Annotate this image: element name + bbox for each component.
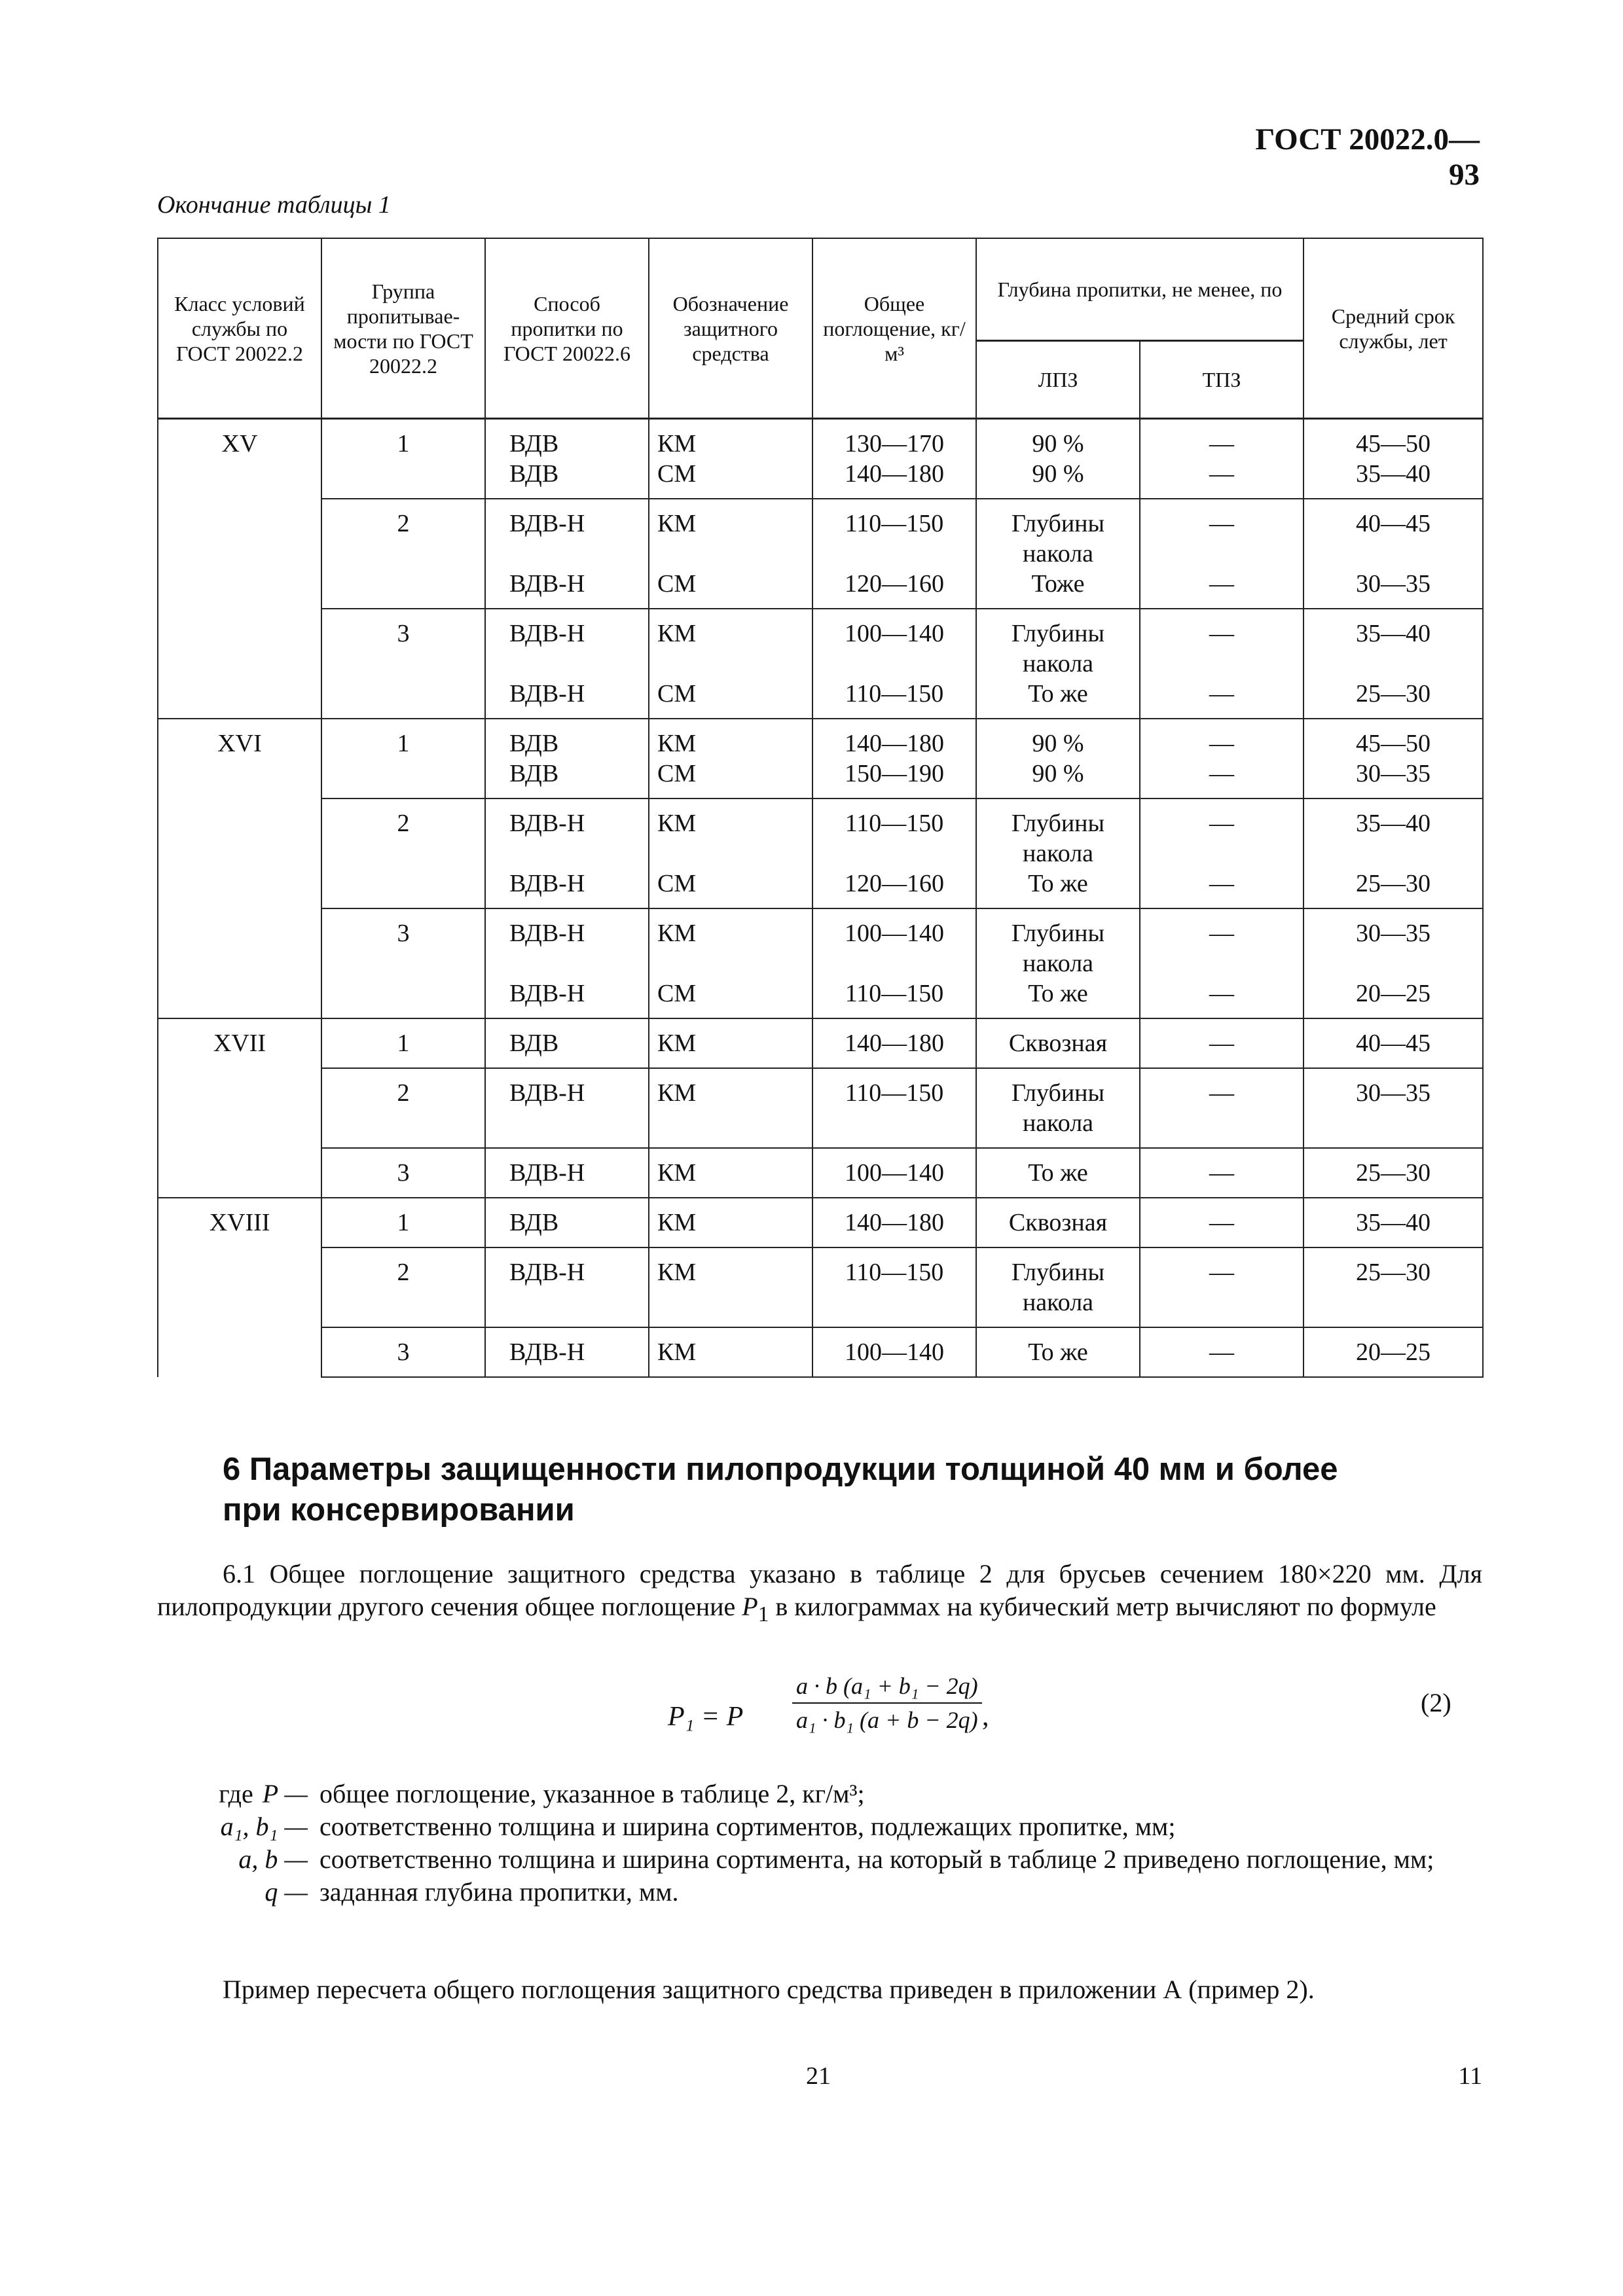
cell-absorption <box>812 1148 976 1198</box>
cell-life <box>1304 1198 1483 1247</box>
cell-absorption <box>812 1018 976 1068</box>
cell-line: — <box>1209 1030 1234 1057</box>
cell-line: Глубины накола <box>1011 1259 1105 1316</box>
cell-line: 90 % <box>1032 430 1084 457</box>
where-description: заданная глубина пропитки, мм. <box>319 1877 679 1907</box>
cell-life <box>1304 1327 1483 1377</box>
cell-agent <box>649 719 812 798</box>
cell-line: 30—35 <box>1356 1079 1431 1107</box>
cell-line: ВДВ <box>509 460 559 488</box>
cell-group: 2 <box>321 1247 485 1327</box>
cell-lpz <box>976 499 1140 609</box>
where-symbol <box>196 1843 319 1876</box>
cell-method <box>485 1068 649 1148</box>
cell-tpz <box>1140 1198 1304 1247</box>
cell-line: Тоже <box>1031 570 1085 598</box>
cell-tpz <box>1140 1018 1304 1068</box>
formula-comma: , <box>982 1702 989 1732</box>
table-row <box>158 1247 1483 1327</box>
cell-line: 100—140 <box>845 1338 944 1366</box>
col-method: Способ пропитки по ГОСТ 20022.6 <box>485 238 649 419</box>
cell-line: 110—150 <box>845 810 944 837</box>
cell-absorption <box>812 1247 976 1327</box>
table-row <box>158 908 1483 1018</box>
cell-line: 30—35 <box>1356 760 1431 787</box>
cell-line: КМ <box>657 920 697 947</box>
cell-line: СМ <box>657 680 697 708</box>
cell-agent <box>649 419 812 499</box>
cell-line: — <box>1209 1338 1234 1366</box>
cell-life <box>1304 1068 1483 1148</box>
cell-line: — <box>1209 870 1234 897</box>
cell-line: 45—50 <box>1356 430 1431 457</box>
cell-line: КМ <box>657 430 697 457</box>
cell-line: 120—160 <box>845 870 944 897</box>
paragraph-6-1 <box>157 1558 1482 1631</box>
cell-line: СМ <box>657 870 697 897</box>
cell-line: ВДВ <box>509 430 559 457</box>
cell-line: — <box>1209 510 1234 537</box>
cell-line: 140—180 <box>845 460 944 488</box>
cell-line: ВДВ-Н <box>509 1159 585 1187</box>
cell-line: 35—40 <box>1356 810 1431 837</box>
cell-line: 140—180 <box>845 1030 944 1057</box>
cell-class: XVIII <box>158 1198 321 1377</box>
cell-line: КМ <box>657 1030 697 1057</box>
cell-line: КМ <box>657 620 697 647</box>
paragraph-example: Пример пересчета общего поглощения защитного средства приведен в приложении А (пример 2). <box>223 1975 1315 2004</box>
cell-life <box>1304 1018 1483 1068</box>
where-item <box>196 1778 1482 1810</box>
cell-line: Глубины накола <box>1011 920 1105 977</box>
table-row <box>158 1018 1483 1068</box>
cell-line: ВДВ <box>509 760 559 787</box>
cell-line: КМ <box>657 1338 697 1366</box>
where-symbol <box>196 1778 319 1810</box>
cell-group: 3 <box>321 1327 485 1377</box>
cell-line: ВДВ-Н <box>509 870 585 897</box>
cell-life <box>1304 609 1483 719</box>
cell-group: 3 <box>321 908 485 1018</box>
cell-lpz <box>976 798 1140 908</box>
cell-lpz <box>976 1018 1140 1068</box>
cell-line: ВДВ-Н <box>509 570 585 598</box>
cell-line: СМ <box>657 460 697 488</box>
cell-tpz <box>1140 609 1304 719</box>
cell-line: — <box>1209 430 1234 457</box>
table-row <box>158 1148 1483 1198</box>
col-class: Класс условий службы по ГОСТ 20022.2 <box>158 238 321 419</box>
cell-line: 35—40 <box>1356 1209 1431 1236</box>
cell-absorption <box>812 609 976 719</box>
cell-absorption <box>812 499 976 609</box>
cell-line: 25—30 <box>1356 1159 1431 1187</box>
cell-method <box>485 609 649 719</box>
cell-life <box>1304 419 1483 499</box>
cell-tpz <box>1140 1068 1304 1148</box>
cell-agent <box>649 1068 812 1148</box>
cell-line: ВДВ-Н <box>509 620 585 647</box>
p1-text-a: 6.1 Общее поглощение защитного средства указано в таблице 2 для брусьев сечением 180×220 мм. Для пилопродукции другого сечения общее поглощение <box>157 1559 1482 1621</box>
cell-lpz <box>976 419 1140 499</box>
cell-agent <box>649 499 812 609</box>
cell-tpz <box>1140 419 1304 499</box>
cell-line: ВДВ-Н <box>509 680 585 708</box>
cell-line: — <box>1209 680 1234 708</box>
cell-line: 90 % <box>1032 730 1084 757</box>
cell-group: 2 <box>321 499 485 609</box>
cell-lpz <box>976 1327 1140 1377</box>
cell-line: 140—180 <box>845 730 944 757</box>
table-row <box>158 609 1483 719</box>
cell-tpz <box>1140 499 1304 609</box>
cell-group: 2 <box>321 798 485 908</box>
cell-line: — <box>1209 1259 1234 1286</box>
cell-line: 25—30 <box>1356 680 1431 708</box>
cell-line: ВДВ <box>509 1209 559 1236</box>
cell-tpz <box>1140 1148 1304 1198</box>
cell-line: Глубины накола <box>1011 810 1105 867</box>
where-item <box>196 1810 1482 1843</box>
cell-line: КМ <box>657 810 697 837</box>
col-group: Группа пропитывае-мости по ГОСТ 20022.2 <box>321 238 485 419</box>
col-depth: Глубина пропитки, не менее, по <box>976 238 1304 341</box>
col-lpz: ЛПЗ <box>976 341 1140 419</box>
cell-method <box>485 419 649 499</box>
cell-line: 35—40 <box>1356 460 1431 488</box>
cell-method <box>485 1148 649 1198</box>
cell-life <box>1304 908 1483 1018</box>
table-row <box>158 499 1483 609</box>
cell-lpz <box>976 719 1140 798</box>
cell-absorption <box>812 1198 976 1247</box>
where-word: где <box>219 1779 253 1808</box>
cell-agent <box>649 908 812 1018</box>
cell-tpz <box>1140 908 1304 1018</box>
cell-absorption <box>812 719 976 798</box>
cell-line: То же <box>1028 1159 1088 1187</box>
cell-life <box>1304 798 1483 908</box>
where-description: соответственно толщина и ширина сортиментов, подлежащих пропитке, мм; <box>319 1812 1176 1841</box>
cell-line: 100—140 <box>845 920 944 947</box>
cell-line: 45—50 <box>1356 730 1431 757</box>
cell-line: СМ <box>657 760 697 787</box>
where-symbol <box>196 1876 319 1909</box>
cell-line: КМ <box>657 510 697 537</box>
col-agent: Обозначение защитного средства <box>649 238 812 419</box>
cell-line: 110—150 <box>845 510 944 537</box>
cell-class: XV <box>158 419 321 719</box>
cell-method <box>485 499 649 609</box>
cell-line: 120—160 <box>845 570 944 598</box>
cell-line: — <box>1209 760 1234 787</box>
cell-class: XVI <box>158 719 321 1018</box>
cell-line: ВДВ-Н <box>509 510 585 537</box>
cell-line: ВДВ <box>509 730 559 757</box>
cell-line: — <box>1209 920 1234 947</box>
cell-line: 110—150 <box>845 680 944 708</box>
col-absorption: Общее поглощение, кг/м³ <box>812 238 976 419</box>
cell-line: — <box>1209 980 1234 1007</box>
where-symbol-text: q — <box>264 1877 308 1907</box>
table-row <box>158 1327 1483 1377</box>
cell-lpz <box>976 1068 1140 1148</box>
cell-absorption <box>812 908 976 1018</box>
cell-line: ВДВ-Н <box>509 980 585 1007</box>
cell-line: 130—170 <box>845 430 944 457</box>
cell-line: 100—140 <box>845 1159 944 1187</box>
cell-line: — <box>1209 810 1234 837</box>
cell-agent <box>649 609 812 719</box>
cell-line: 110—150 <box>845 980 944 1007</box>
p1-text-b: в килограммах на кубический метр вычисляют по формуле <box>769 1592 1436 1621</box>
cell-line: КМ <box>657 1079 697 1107</box>
table-row <box>158 719 1483 798</box>
cell-line: То же <box>1028 870 1088 897</box>
cell-lpz <box>976 609 1140 719</box>
formula-lhs: P₁ = P <box>668 1702 744 1732</box>
table-row <box>158 1068 1483 1148</box>
cell-line: ВДВ-Н <box>509 1338 585 1366</box>
col-tpz: ТПЗ <box>1140 341 1304 419</box>
cell-line: ВДВ <box>509 1030 559 1057</box>
cell-method <box>485 1018 649 1068</box>
table-caption: Окончание таблицы 1 <box>157 191 391 219</box>
cell-line: 25—30 <box>1356 870 1431 897</box>
where-description: соответственно толщина и ширина сортимента, на который в таблице 2 приведено поглощение, мм; <box>319 1844 1434 1874</box>
cell-tpz <box>1140 1247 1304 1327</box>
cell-life <box>1304 499 1483 609</box>
col-life: Средний срок службы, лет <box>1304 238 1483 419</box>
cell-line: КМ <box>657 1259 697 1286</box>
cell-agent <box>649 1327 812 1377</box>
where-symbol-text: a₁, b₁ — <box>220 1812 308 1841</box>
table-row <box>158 798 1483 908</box>
cell-line: То же <box>1028 980 1088 1007</box>
cell-line: СМ <box>657 980 697 1007</box>
equation-number: (2) <box>1421 1688 1451 1717</box>
cell-lpz <box>976 1148 1140 1198</box>
where-symbol-text: a, b — <box>238 1844 308 1874</box>
cell-line: 40—45 <box>1356 1030 1431 1057</box>
cell-absorption <box>812 1327 976 1377</box>
table-row <box>158 419 1483 499</box>
cell-lpz <box>976 908 1140 1018</box>
cell-method <box>485 908 649 1018</box>
p1-subscript: 1 <box>757 1602 769 1626</box>
where-symbol-text: P — <box>262 1779 308 1808</box>
cell-agent <box>649 1198 812 1247</box>
cell-agent <box>649 1148 812 1198</box>
cell-line: — <box>1209 1159 1234 1187</box>
cell-life <box>1304 1247 1483 1327</box>
cell-method <box>485 719 649 798</box>
cell-class: XVII <box>158 1018 321 1198</box>
p1-symbol: P <box>742 1592 758 1621</box>
cell-line: 110—150 <box>845 1079 944 1107</box>
formula-numerator: a · b (a₁ + b₁ − 2q) <box>792 1672 982 1704</box>
cell-group: 3 <box>321 609 485 719</box>
cell-line: 20—25 <box>1356 980 1431 1007</box>
cell-absorption <box>812 1068 976 1148</box>
cell-group: 1 <box>321 1198 485 1247</box>
absorption-table <box>157 238 1484 1378</box>
cell-tpz <box>1140 719 1304 798</box>
cell-line: Глубины накола <box>1011 1079 1105 1137</box>
cell-line: 90 % <box>1032 760 1084 787</box>
cell-line: 90 % <box>1032 460 1084 488</box>
cell-agent <box>649 1247 812 1327</box>
cell-absorption <box>812 798 976 908</box>
cell-method <box>485 798 649 908</box>
heading-line-2: при консервировании <box>223 1492 575 1528</box>
cell-line: Сквозная <box>1008 1030 1108 1057</box>
cell-line: КМ <box>657 1209 697 1236</box>
cell-line: Сквозная <box>1008 1209 1108 1236</box>
cell-life <box>1304 719 1483 798</box>
cell-tpz <box>1140 798 1304 908</box>
document-code: ГОСТ 20022.0—93 <box>1255 122 1480 192</box>
cell-line: КМ <box>657 1159 697 1187</box>
cell-line: КМ <box>657 730 697 757</box>
cell-line: То же <box>1028 1338 1088 1366</box>
cell-line: 30—35 <box>1356 920 1431 947</box>
cell-line: Глубины накола <box>1011 510 1105 567</box>
cell-line: То же <box>1028 680 1088 708</box>
where-item <box>196 1843 1482 1876</box>
cell-line: 30—35 <box>1356 570 1431 598</box>
page-number-right: 11 <box>1458 2062 1482 2090</box>
cell-group: 1 <box>321 1018 485 1068</box>
where-item <box>196 1876 1482 1909</box>
cell-method <box>485 1247 649 1327</box>
cell-line: 40—45 <box>1356 510 1431 537</box>
cell-line: — <box>1209 730 1234 757</box>
table-row <box>158 1198 1483 1247</box>
formula-denominator: a₁ · b₁ (a + b − 2q) <box>796 1707 978 1733</box>
cell-agent <box>649 1018 812 1068</box>
cell-line: 100—140 <box>845 620 944 647</box>
cell-line: — <box>1209 460 1234 488</box>
cell-absorption <box>812 419 976 499</box>
cell-line: 150—190 <box>845 760 944 787</box>
cell-life <box>1304 1148 1483 1198</box>
cell-line: ВДВ-Н <box>509 1259 585 1286</box>
page-number-center: 21 <box>806 2062 831 2090</box>
cell-line: ВДВ-Н <box>509 920 585 947</box>
cell-line: 35—40 <box>1356 620 1431 647</box>
cell-line: — <box>1209 1079 1234 1107</box>
heading-line-1: 6 Параметры защищенности пилопродукции толщиной 40 мм и более <box>223 1452 1338 1487</box>
cell-line: 20—25 <box>1356 1338 1431 1366</box>
cell-line: 25—30 <box>1356 1259 1431 1286</box>
where-symbol <box>196 1810 319 1843</box>
cell-line: 140—180 <box>845 1209 944 1236</box>
cell-line: СМ <box>657 570 697 598</box>
cell-group: 3 <box>321 1148 485 1198</box>
where-description: общее поглощение, указанное в таблице 2, кг/м³; <box>319 1779 865 1808</box>
where-list <box>196 1778 1482 1909</box>
cell-group: 2 <box>321 1068 485 1148</box>
cell-line: Глубины накола <box>1011 620 1105 677</box>
formula-fraction <box>792 1672 982 1734</box>
section-heading <box>223 1449 1467 1530</box>
cell-lpz <box>976 1247 1140 1327</box>
cell-agent <box>649 798 812 908</box>
cell-line: 110—150 <box>845 1259 944 1286</box>
cell-method <box>485 1198 649 1247</box>
cell-group: 1 <box>321 719 485 798</box>
cell-group: 1 <box>321 419 485 499</box>
cell-lpz <box>976 1198 1140 1247</box>
cell-line: ВДВ-Н <box>509 1079 585 1107</box>
cell-line: — <box>1209 620 1234 647</box>
cell-line: — <box>1209 570 1234 598</box>
cell-method <box>485 1327 649 1377</box>
cell-tpz <box>1140 1327 1304 1377</box>
cell-line: — <box>1209 1209 1234 1236</box>
cell-line: ВДВ-Н <box>509 810 585 837</box>
